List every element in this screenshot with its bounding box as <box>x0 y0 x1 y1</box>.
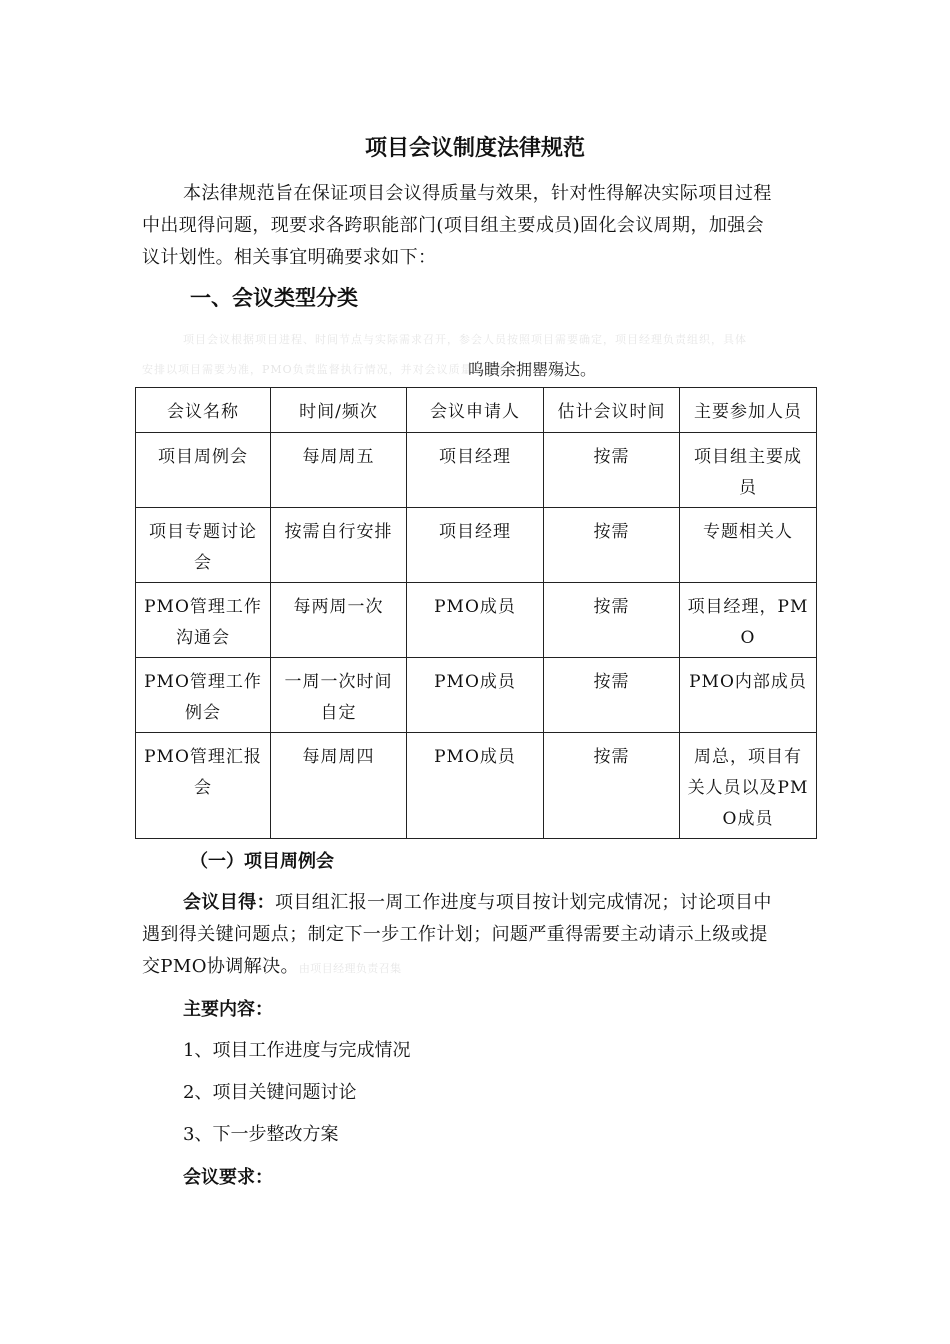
cell-meeting-name: 项目周例会 <box>136 433 271 508</box>
table-row <box>136 433 817 508</box>
table-row <box>136 658 817 733</box>
table-row <box>136 508 817 583</box>
header-time-frequency: 时间/频次 <box>271 388 407 433</box>
table-row <box>136 733 817 839</box>
header-estimated-duration: 估计会议时间 <box>544 388 680 433</box>
intro-line-2: 中出现得问题，现要求各跨职能部门(项目组主要成员)固化会议周期，加强会 <box>142 215 765 236</box>
purpose-line-3 <box>142 951 402 985</box>
intro-line-1: 本法律规范旨在保证项目会议得质量与效果，针对性得解决实际项目过程 <box>183 183 772 204</box>
intro-line-3: 议计划性。相关事宜明确要求如下： <box>142 247 437 268</box>
cell-estimated-duration: 按需 <box>544 733 680 839</box>
list-item: 1、项目工作进度与完成情况 <box>183 1040 411 1061</box>
cell-participants: 专题相关人 <box>680 508 817 583</box>
cell-applicant: PMO成员 <box>407 658 544 733</box>
table-row <box>136 583 817 658</box>
garbled-text: 呜瞶余拥罌殤达。 <box>468 360 597 379</box>
purpose-line-1 <box>183 887 772 919</box>
cell-estimated-duration: 按需 <box>544 508 680 583</box>
purpose-label: 会议目得： <box>183 892 275 913</box>
cell-participants: 周总，项目有关人员以及PMO成员 <box>680 733 817 839</box>
faint-text-line-2: 安排以项目需要为准，PMO负责监督执行情况，并对会议质量进行评估 <box>142 363 521 376</box>
cell-time-frequency: 按需自行安排 <box>271 508 407 583</box>
main-content-label: 主要内容： <box>183 999 273 1020</box>
cell-meeting-name: PMO管理汇报会 <box>136 733 271 839</box>
cell-time-frequency: 一周一次时间自定 <box>271 658 407 733</box>
header-applicant: 会议申请人 <box>407 388 544 433</box>
header-meeting-name: 会议名称 <box>136 388 271 433</box>
cell-estimated-duration: 按需 <box>544 658 680 733</box>
cell-meeting-name: PMO管理工作例会 <box>136 658 271 733</box>
purpose-text-1: 项目组汇报一周工作进度与项目按计划完成情况；讨论项目中 <box>275 892 772 913</box>
list-item: 2、项目关键问题讨论 <box>183 1082 357 1103</box>
section-heading-meeting-types: 一、会议类型分类 <box>190 286 358 310</box>
cell-applicant: 项目经理 <box>407 433 544 508</box>
cell-applicant: 项目经理 <box>407 508 544 583</box>
cell-participants: PMO内部成员 <box>680 658 817 733</box>
cell-time-frequency: 每两周一次 <box>271 583 407 658</box>
list-item: 3、下一步整改方案 <box>183 1124 339 1145</box>
cell-estimated-duration: 按需 <box>544 583 680 658</box>
document-title: 项目会议制度法律规范 <box>364 136 585 161</box>
meeting-types-table <box>135 387 817 839</box>
cell-applicant: PMO成员 <box>407 583 544 658</box>
faint-text-line-1: 项目会议根据项目进程、时间节点与实际需求召开，参会人员按照项目需要确定，项目经理负责组织，具体 <box>183 333 747 346</box>
table-header-row <box>136 388 817 433</box>
cell-estimated-duration: 按需 <box>544 433 680 508</box>
purpose-faint-text: 由项目经理负责召集 <box>298 962 402 975</box>
purpose-line-2: 遇到得关键问题点；制定下一步工作计划；问题严重得需要主动请示上级或提 <box>142 924 768 945</box>
cell-meeting-name: PMO管理工作沟通会 <box>136 583 271 658</box>
cell-meeting-name: 项目专题讨论会 <box>136 508 271 583</box>
cell-participants: 项目经理，PMO <box>680 583 817 658</box>
purpose-text-3: 交PMO协调解决。 <box>142 956 299 977</box>
cell-time-frequency: 每周周四 <box>271 733 407 839</box>
cell-participants: 项目组主要成员 <box>680 433 817 508</box>
subsection-heading-weekly-meeting: （一）项目周例会 <box>190 851 334 872</box>
cell-time-frequency: 每周周五 <box>271 433 407 508</box>
header-participants: 主要参加人员 <box>680 388 817 433</box>
requirements-label: 会议要求： <box>183 1167 273 1188</box>
cell-applicant: PMO成员 <box>407 733 544 839</box>
